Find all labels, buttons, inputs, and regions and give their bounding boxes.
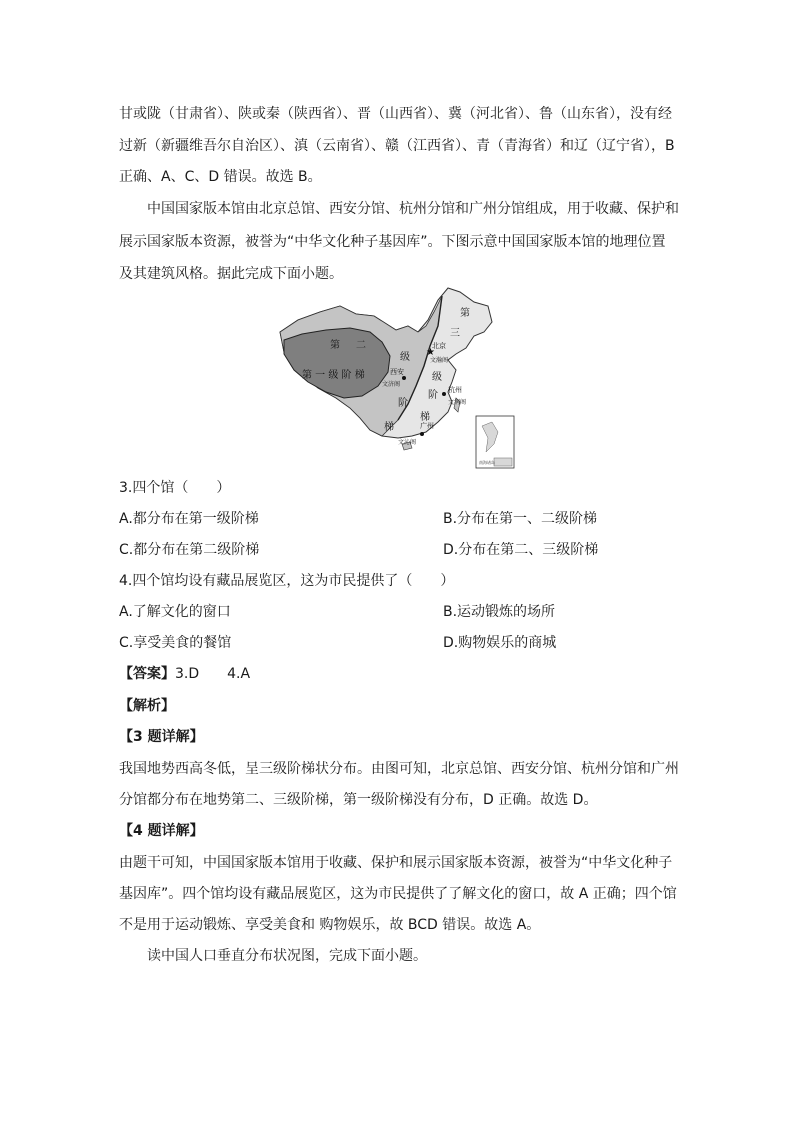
q4-option-a: A.了解文化的窗口: [119, 604, 231, 620]
next-stem: 读中国人口垂直分布状况图，完成下面小题。: [147, 948, 427, 964]
stem-line-2: 展示国家版本资源，被誉为“中华文化种子基因库”。下图示意中国国家版本馆的地理位置: [119, 234, 666, 250]
label-guangzhou-hall: 文沁阁: [398, 439, 417, 446]
label-hangzhou: 杭州: [448, 386, 462, 394]
detail-4-line-3: 不是用于运动锻炼、享受美食和 购物娱乐，故 BCD 错误。故选 A。: [119, 917, 541, 933]
xian-marker: [402, 376, 406, 380]
answer-value: 3.D 4.A: [175, 666, 251, 682]
detail-4-line-2: 基因库”。四个馆均设有藏品展览区，这为市民提供了了解文化的窗口，故 A 正确；四个馆: [119, 886, 677, 902]
intro-line-1: 甘或陇（甘肃省）、陕或秦（陕西省）、晋（山西省）、冀（河北省）、鲁（山东省），没有经: [119, 106, 672, 122]
detail-3-label: 【3 题详解】: [119, 729, 204, 745]
q4-title: 4.四个馆均设有藏品展览区，这为市民提供了（ ）: [119, 573, 455, 589]
label-third-step-3: 级: [432, 372, 442, 383]
label-second-step-5: 梯: [384, 422, 394, 433]
detail-4-line-1: 由题干可知，中国国家版本馆用于收藏、保护和展示国家版本资源，被誉为“中华文化种子: [119, 855, 673, 871]
label-beijing: 北京: [432, 342, 446, 350]
q3-option-b: B.分布在第一、二级阶梯: [443, 511, 598, 527]
label-xian: 西安: [390, 368, 404, 376]
stem-line-3: 及其建筑风格。据此完成下面小题。: [119, 266, 343, 282]
q4-option-b: B.运动锻炼的场所: [443, 604, 556, 620]
q3-option-a: A.都分布在第一级阶梯: [119, 511, 259, 527]
label-second-step-4: 阶: [398, 398, 408, 409]
answer-row: [119, 664, 250, 684]
label-first-step: 第 一 级 阶 梯: [302, 370, 365, 381]
label-third-step-5: 梯: [420, 412, 430, 423]
label-second-step-1: 第: [330, 340, 340, 351]
analysis-label: 【解析】: [119, 698, 175, 714]
label-third-step-1: 第: [460, 308, 470, 319]
detail-4-label: 【4 题详解】: [119, 823, 204, 839]
label-third-step-4: 阶: [428, 390, 438, 401]
star-icon: ★: [426, 347, 435, 358]
hangzhou-marker: [442, 392, 446, 396]
label-second-step-3: 级: [400, 352, 410, 363]
q3-option-d: D.分布在第二、三级阶梯: [443, 542, 599, 558]
q4-option-d: D.购物娱乐的商城: [443, 635, 557, 651]
intro-line-2: 过新（新疆维吾尔自治区）、滇（云南省）、赣（江西省）、青（青海省）和辽（辽宁省），B: [119, 138, 675, 154]
intro-line-3: 正确、A、C、D 错误。故选 B。: [119, 169, 322, 185]
stem-line-1: 中国国家版本馆由北京总馆、西安分馆、杭州分馆和广州分馆组成，用于收藏、保护和: [147, 201, 679, 217]
q4-option-c: C.享受美食的餐馆: [119, 635, 232, 651]
label-beijing-hall: 文瀚阁: [430, 357, 449, 364]
label-hangzhou-hall: 文润阁: [448, 399, 467, 406]
label-second-step-2: 二: [356, 340, 366, 351]
label-xian-hall: 文济阁: [382, 381, 401, 388]
label-third-step-2: 三: [450, 328, 460, 339]
q3-title: 3.四个馆（ ）: [119, 480, 231, 496]
guangzhou-marker: [420, 432, 424, 436]
china-terrain-map: [278, 286, 518, 472]
label-guangzhou: 广州: [420, 422, 434, 430]
label-inset: 南海诸岛: [479, 460, 495, 465]
answer-label: 【答案】: [119, 666, 175, 682]
detail-3-line-1: 我国地势西高冬低，呈三级阶梯状分布。由图可知，北京总馆、西安分馆、杭州分馆和广州: [119, 761, 679, 777]
detail-3-line-2: 分馆都分布在地势第二、三级阶梯，第一级阶梯没有分布，D 正确。故选 D。: [119, 792, 598, 808]
q3-option-c: C.都分布在第二级阶梯: [119, 542, 260, 558]
